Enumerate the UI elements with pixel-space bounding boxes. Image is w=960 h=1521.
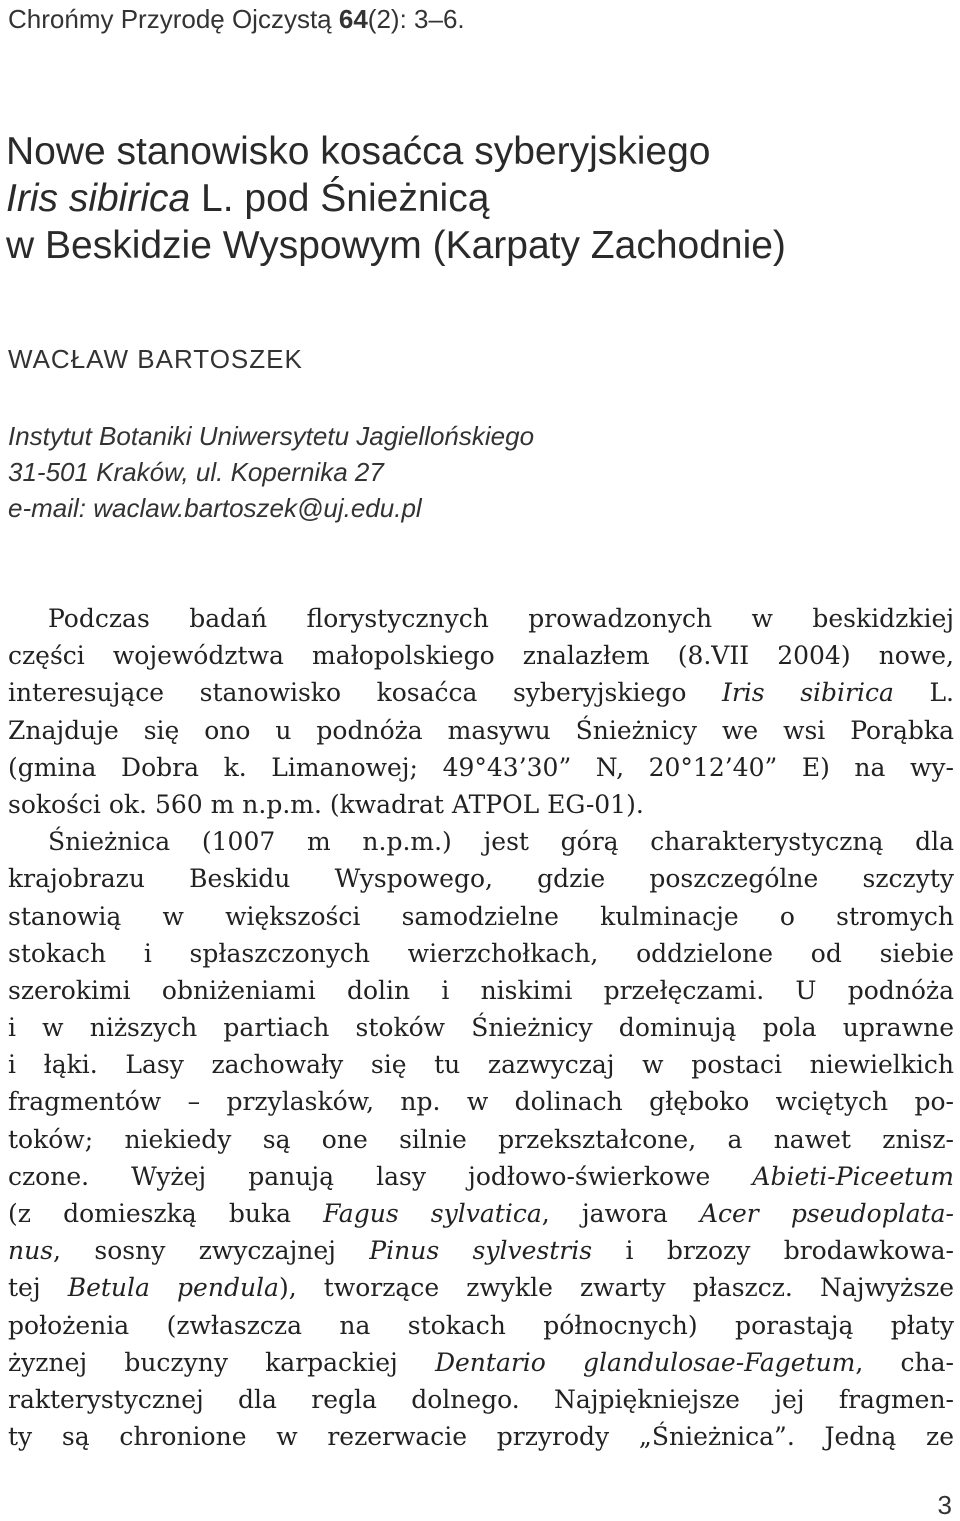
article-body bbox=[8, 600, 954, 1455]
text-line: (z domieszką buka Fagus sylvatica, jawora Acer pseudoplata- bbox=[8, 1199, 954, 1228]
journal-name: Chrońmy Przyrodę Ojczystą bbox=[8, 4, 339, 34]
text-line: krajobrazu Beskidu Wyspowego, gdzie poszczególne szczyty bbox=[8, 864, 954, 894]
journal-header bbox=[8, 4, 465, 35]
species-name: Dentario glandulosae-Fagetum bbox=[434, 1347, 856, 1377]
paragraph-1 bbox=[8, 600, 954, 823]
text-line: czone. Wyżej panują lasy jodłowo-świerkowe Abieti-Piceetum bbox=[8, 1161, 954, 1191]
author-name: WACŁAW BARTOSZEK bbox=[8, 344, 303, 374]
species-name: Acer pseudoplata- bbox=[699, 1199, 954, 1228]
page-number: 3 bbox=[937, 1490, 952, 1520]
text-line: rakterystycznej dla regla dolnego. Najpiękniejsze jej fragmen- bbox=[8, 1384, 954, 1414]
title-species-name: Iris sibirica bbox=[6, 177, 191, 220]
title-line-1: Nowe stanowisko kosaćca syberyjskiego bbox=[6, 130, 711, 173]
text-line: sokości ok. 560 m n.p.m. (kwadrat ATPOL EG-01). bbox=[8, 789, 644, 819]
text-line: nus, sosny zwyczajnej Pinus sylvestris i brzozy brodawkowa- bbox=[8, 1236, 954, 1266]
text-line: Podczas badań florystycznych prowadzonych w beskidzkiej bbox=[48, 604, 954, 633]
text-line: Śnieżnica (1007 m n.p.m.) jest górą charakterystyczną dla bbox=[48, 827, 954, 857]
journal-volume: 64 bbox=[338, 4, 368, 34]
text-line: i łąki. Lasy zachowały się tu zazwyczaj w postaci niewielkich bbox=[8, 1050, 954, 1080]
text-line: fragmentów – przylasków, np. w dolinach głęboko wciętych po- bbox=[8, 1087, 954, 1117]
affiliation-address: 31-501 Kraków, ul. Kopernika 27 bbox=[8, 457, 384, 487]
species-name: Iris sibirica bbox=[721, 678, 894, 708]
text-line: Znajduje się ono u podnóża masywu Śnieżnicy we wsi Porąbka bbox=[8, 715, 954, 745]
text-line: (gmina Dobra k. Limanowej; 49°43’30” N, 20°12’40” E) na wy- bbox=[8, 752, 954, 782]
text-line: żyznej buczyny karpackiej Dentario glandulosae-Fagetum, cha- bbox=[8, 1347, 954, 1377]
text-line: stokach i spłaszczonych wierzchołkach, oddzielone od siebie bbox=[8, 938, 954, 968]
text-line: części województwa małopolskiego znalazłem (8.VII 2004) nowe, bbox=[8, 641, 954, 671]
affiliation-institute: Instytut Botaniki Uniwersytetu Jagiellońskiego bbox=[8, 421, 535, 451]
text-line: ty są chronione w rezerwacie przyrody „Śnieżnica”. Jedną ze bbox=[8, 1422, 954, 1452]
text-line: interesujące stanowisko kosaćca syberyjskiego Iris sibirica L. bbox=[8, 678, 954, 708]
author-affiliation bbox=[8, 418, 534, 526]
text-line: toków; niekiedy są one silnie przekształcone, a nawet znisz- bbox=[8, 1124, 954, 1154]
species-name: Fagus sylvatica bbox=[323, 1199, 542, 1228]
journal-issue-pages: (2): 3–6. bbox=[367, 4, 465, 34]
article-title bbox=[6, 128, 786, 269]
text-line: stanowią w większości samodzielne kulminacje o stromych bbox=[8, 901, 954, 931]
species-name: nus bbox=[8, 1236, 54, 1266]
text-line: tej Betula pendula), tworzące zwykle zwarty płaszcz. Najwyższe bbox=[8, 1273, 954, 1303]
affiliation-email: e-mail: waclaw.bartoszek@uj.edu.pl bbox=[8, 493, 422, 523]
text-line: położenia (zwłaszcza na stokach północnych) porastają płaty bbox=[8, 1310, 954, 1340]
paragraph-2 bbox=[8, 823, 954, 1455]
title-line-2-rest: L. pod Śnieżnicą bbox=[190, 177, 490, 220]
title-line-3: w Beskidzie Wyspowym (Karpaty Zachodnie) bbox=[6, 224, 786, 267]
title-line-2 bbox=[6, 175, 786, 222]
text-line: i w niższych partiach stoków Śnieżnicy dominują pola uprawne bbox=[8, 1013, 954, 1043]
species-name: Betula pendula bbox=[67, 1273, 279, 1303]
species-name: Abieti-Piceetum bbox=[752, 1161, 954, 1191]
species-name: Pinus sylvestris bbox=[369, 1236, 593, 1266]
text-line: szerokimi obniżeniami dolin i niskimi przełęczami. U podnóża bbox=[8, 975, 954, 1005]
